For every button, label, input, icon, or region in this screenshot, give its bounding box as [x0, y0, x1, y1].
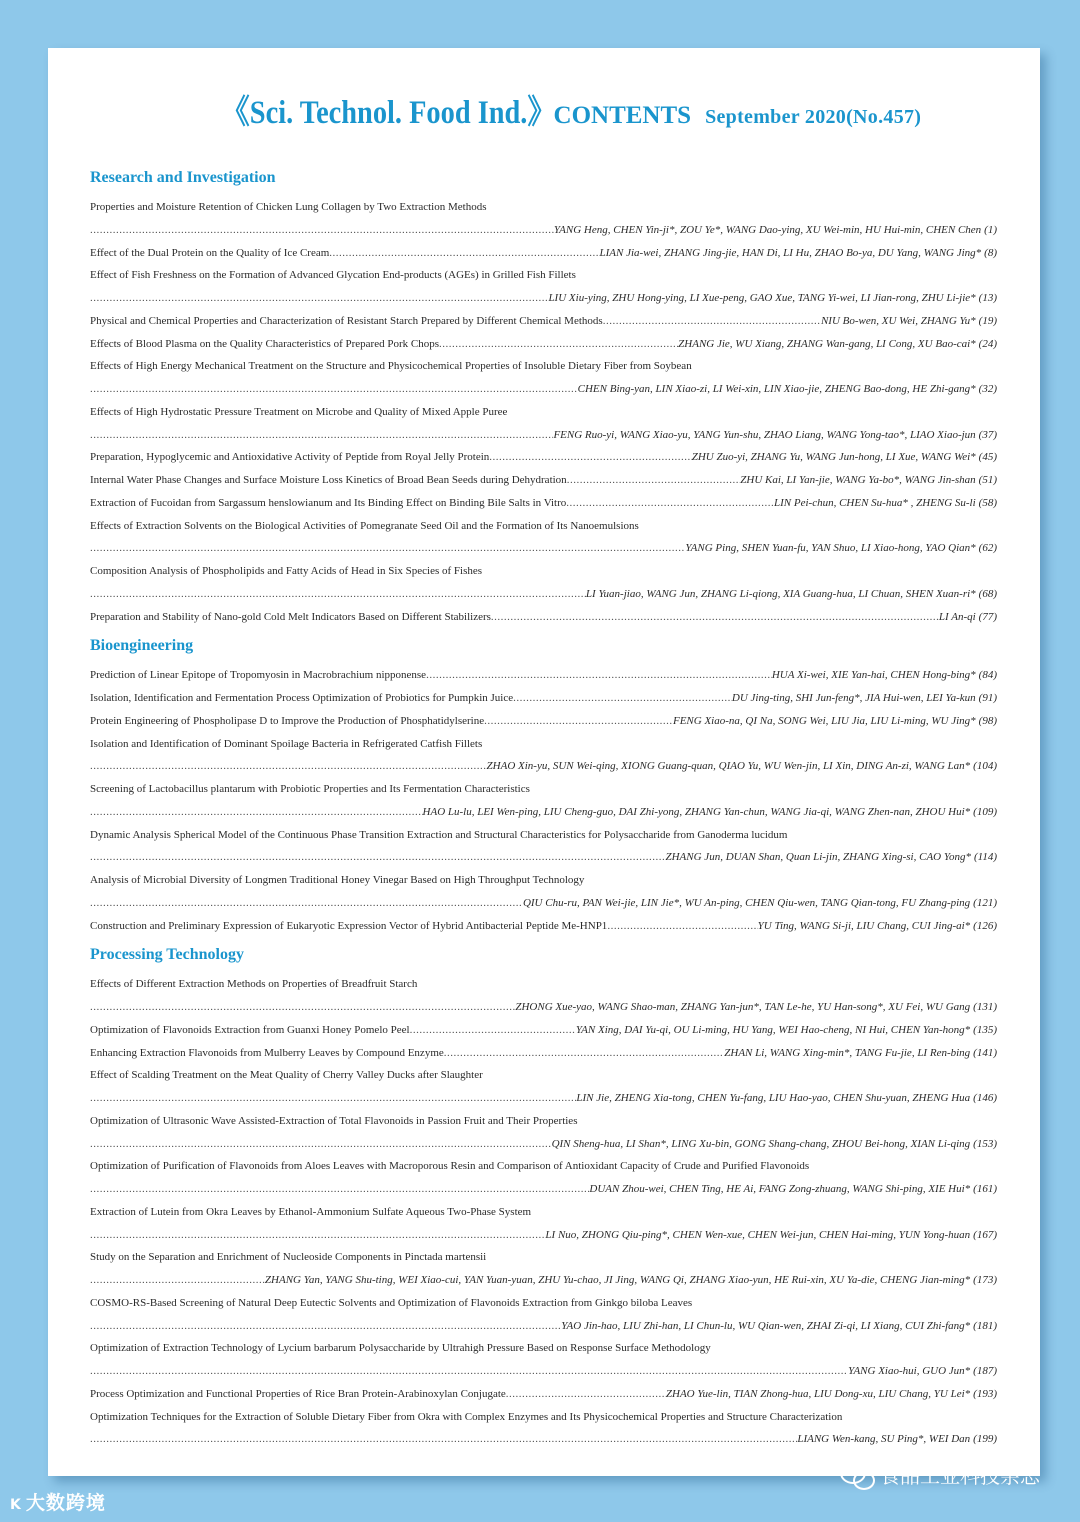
entry-page: (45)	[978, 451, 997, 464]
entry-title[interactable]: Effect of the Dual Protein on the Quality of Ice Cream	[90, 246, 330, 259]
entry-authors: ZHANG Jun, DUAN Shan, Quan Li-jin, ZHANG Xing-si, CAO Yong*	[665, 851, 971, 864]
toc-entry[interactable]	[90, 1383, 997, 1406]
entry-byline	[90, 1133, 997, 1156]
leader-dots	[90, 892, 523, 915]
entry-title[interactable]: Optimization of Ultrasonic Wave Assisted-Extraction of Total Flavonoids in Passion Fruit and Their Properties	[90, 1114, 578, 1127]
entry-authors: FENG Xiao-na, QI Na, SONG Wei, LIU Jia, LIU Li-ming, WU Jing*	[672, 714, 976, 727]
entry-page: (62)	[978, 542, 997, 555]
entry-byline	[90, 996, 997, 1019]
entry-page: (51)	[978, 474, 997, 486]
entry-authors: CHEN Bing-yan, LIN Xiao-zi, LI Wei-xin, LIN Xiao-jie, ZHENG Bao-dong, HE Zhi-gang*	[577, 383, 976, 395]
leader-dots	[426, 664, 772, 687]
entry-page: (187)	[973, 1365, 997, 1377]
entry-page: (13)	[978, 292, 997, 304]
leader-dots	[90, 1315, 561, 1338]
leader-dots	[90, 378, 578, 401]
leader-dots	[90, 424, 553, 447]
entry-page: (114)	[973, 851, 997, 864]
entry-title[interactable]: Dynamic Analysis Spherical Model of the Continuous Phase Transition Extraction and Structural Characteristics for Polysaccharide from Ganoderma lucidum	[90, 828, 788, 841]
leader-dots	[567, 469, 741, 492]
leader-dots	[439, 333, 678, 356]
entry-byline	[90, 1360, 997, 1383]
entry-page: (84)	[978, 669, 997, 682]
entry-authors: QIU Chu-ru, PAN Wei-jie, LIN Jie*, WU An-ping, CHEN Qiu-wen, TANG Qian-tong, FU Zhang-ping	[522, 896, 971, 909]
entry-byline	[90, 1315, 997, 1338]
entry-page: (126)	[973, 919, 997, 932]
entry-page: (131)	[973, 1001, 997, 1013]
leader-dots	[506, 1383, 666, 1406]
entry-page: (19)	[978, 314, 997, 327]
entry-authors: LIANG Wen-kang, SU Ping*, WEI Dan	[797, 1433, 971, 1446]
entry-byline	[90, 537, 997, 560]
source-watermark	[10, 1488, 106, 1515]
entry-page: (121)	[973, 896, 997, 909]
entry-title[interactable]: Properties and Moisture Retention of Chicken Lung Collagen by Two Extraction Methods	[90, 201, 487, 213]
entry-page: (193)	[973, 1387, 997, 1400]
leader-dots	[566, 492, 774, 515]
journal-title: 《Sci. Technol. Food Ind.》	[221, 95, 556, 131]
entry-title[interactable]: Isolation, Identification and Fermentation Process Optimization of Probiotics for Pumpkin Juice	[90, 692, 514, 704]
leader-dots	[329, 242, 599, 265]
entry-byline	[90, 287, 997, 310]
leader-dots	[607, 915, 757, 938]
toc-entry[interactable]	[90, 333, 997, 356]
entry-page: (104)	[973, 760, 997, 773]
leader-dots	[410, 1019, 576, 1042]
entry-authors: LIAN Jia-wei, ZHANG Jing-jie, HAN Di, LI Hu, ZHAO Bo-ya, DU Yang, WANG Jing*	[599, 246, 982, 259]
entry-title[interactable]: Analysis of Microbial Diversity of Longmen Traditional Honey Vinegar Based on High Throughput Technology	[90, 874, 585, 886]
entry-authors: DU Jing-ting, SHI Jun-feng*, JIA Hui-wen, LEI Ya-kun	[731, 692, 976, 704]
entry-page: (161)	[973, 1183, 997, 1195]
entry-byline	[90, 378, 997, 401]
entry-page: (181)	[973, 1319, 997, 1332]
contents-heading: CONTENTS	[553, 102, 692, 129]
toc-entry[interactable]	[90, 1042, 997, 1065]
entry-title[interactable]: Effects of Blood Plasma on the Quality Characteristics of Prepared Pork Chops	[90, 337, 439, 350]
entry-authors: YAN Xing, DAI Yu-qi, OU Li-ming, HU Yang, WEI Hao-cheng, NI Hui, CHEN Yan-hong*	[575, 1023, 971, 1036]
leader-dots	[513, 687, 732, 710]
entry-title[interactable]: COSMO-RS-Based Screening of Natural Deep Eutectic Solvents and Optimization of Flavonoids Extraction from Ginkgo biloba Leaves	[90, 1296, 693, 1309]
entry-authors: ZHAO Yue-lin, TIAN Zhong-hua, LIU Dong-xu, LIU Chang, YU Lei*	[665, 1387, 971, 1400]
entry-page: (1)	[984, 223, 997, 236]
entry-authors: ZHAN Li, WANG Xing-min*, TANG Fu-jie, LI Ren-bing	[724, 1046, 971, 1059]
entry-authors: YANG Heng, CHEN Yin-ji*, ZOU Ye*, WANG Dao-ying, XU Wei-min, HU Hui-min, CHEN Chen	[553, 223, 982, 236]
entry-title[interactable]: Isolation and Identification of Dominant Spoilage Bacteria in Refrigerated Catfish Fillets	[90, 737, 483, 750]
toc-entry[interactable]	[90, 606, 997, 629]
leader-dots	[90, 1269, 265, 1292]
entry-title[interactable]: Enhancing Extraction Flavonoids from Mulberry Leaves by Compound Enzyme	[90, 1046, 444, 1059]
entry-byline	[90, 1224, 997, 1247]
entry-title[interactable]: Process Optimization and Functional Properties of Rice Bran Protein-Arabinoxylan Conjugate	[90, 1387, 506, 1400]
entry-page: (153)	[973, 1137, 997, 1150]
entry-page: (68)	[978, 587, 997, 600]
wechat-icon	[840, 1462, 874, 1488]
entry-title[interactable]: Preparation and Stability of Nano-gold Cold Melt Indicators Based on Different Stabilizers	[90, 610, 491, 623]
entry-byline	[90, 755, 997, 778]
entry-authors: FENG Ruo-yi, WANG Xiao-yu, YANG Yun-shu, ZHAO Liang, WANG Yong-tao*, LIAO Xiao-jun	[553, 428, 976, 441]
source-logo-icon: K	[10, 1497, 22, 1513]
entry-title[interactable]: Optimization of Flavonoids Extraction from Guanxi Honey Pomelo Peel	[90, 1023, 410, 1036]
entry-page: (8)	[984, 246, 997, 259]
entry-authors: ZHU Kai, LI Yan-jie, WANG Ya-bo*, WANG Jin-shan	[740, 474, 976, 486]
entry-byline	[90, 424, 997, 447]
wechat-account	[840, 1460, 1040, 1489]
entry-title[interactable]: Effect of Fish Freshness on the Formation of Advanced Glycation End-products (AGEs) in Grilled Fish Fillets	[90, 269, 576, 282]
entry-page: (98)	[978, 714, 997, 727]
leader-dots	[90, 846, 666, 869]
leader-dots	[90, 1133, 552, 1156]
entry-authors: ZHU Zuo-yi, ZHANG Yu, WANG Jun-hong, LI Xue, WANG Wei*	[691, 451, 976, 464]
entry-page: (109)	[973, 805, 997, 818]
entry-authors: LIU Xiu-ying, ZHU Hong-ying, LI Xue-peng, GAO Xue, TANG Yi-wei, LI Jian-rong, ZHU Li-jie*	[548, 292, 976, 304]
entry-authors: LIN Pei-chun, CHEN Su-hua* , ZHENG Su-li	[774, 496, 976, 509]
source-watermark-text: 大数跨境	[25, 1492, 106, 1514]
entry-authors: ZHANG Jie, WU Xiang, ZHANG Wan-gang, LI Cong, XU Bao-cai*	[678, 337, 976, 350]
entry-page: (37)	[978, 428, 997, 441]
toc-entry[interactable]	[90, 1019, 997, 1042]
entry-page: (32)	[978, 383, 997, 395]
entry-page: (24)	[978, 337, 997, 350]
leader-dots	[603, 310, 821, 333]
toc-entry[interactable]	[90, 710, 997, 733]
toc-entry[interactable]	[90, 469, 997, 492]
entry-page: (58)	[978, 496, 997, 509]
entry-title[interactable]: Physical and Chemical Properties and Characterization of Resistant Starch Prepared by Different Chemical Methods	[90, 314, 603, 327]
entry-page: (146)	[973, 1092, 997, 1104]
entry-byline	[90, 1087, 997, 1110]
leader-dots	[90, 1224, 545, 1247]
entry-title[interactable]: Extraction of Fucoidan from Sargassum henslowianum and Its Binding Effect on Binding Bile Salts in Vitro	[90, 496, 567, 509]
entry-authors: ZHANG Yan, YANG Shu-ting, WEI Xiao-cui, YAN Yuan-yuan, ZHU Yu-chao, JI Jing, WANG Qi, ZHANG Xiao-yun, HE Rui-xin, XU Ya-die, CHENG Jian-ming*	[264, 1274, 971, 1286]
entry-title[interactable]: Optimization of Extraction Technology of Lycium barbarum Polysaccharide by Ultrahigh Pressure Based on Response Surface Methodology	[90, 1342, 711, 1355]
entry-title[interactable]: Effects of High Energy Mechanical Treatment on the Structure and Physicochemical Properties of Insoluble Dietary Fiber from Soybean	[90, 360, 692, 373]
entry-title[interactable]: Internal Water Phase Changes and Surface Moisture Loss Kinetics of Broad Bean Seeds during Dehydration	[90, 474, 567, 486]
entry-title[interactable]: Protein Engineering of Phospholipase D to Improve the Production of Phosphatidylserine	[90, 714, 485, 727]
leader-dots	[90, 996, 515, 1019]
entry-authors: YU Ting, WANG Si-ji, LIU Chang, CUI Jing-ai*	[757, 919, 971, 932]
leader-dots	[90, 219, 554, 242]
entry-page: (167)	[973, 1228, 997, 1241]
entry-byline	[90, 1269, 997, 1292]
entry-title[interactable]: Effects of Extraction Solvents on the Biological Activities of Pomegranate Seed Oil and the Formation of Its Nanoemulsions	[90, 519, 639, 532]
entry-page: (199)	[973, 1433, 997, 1446]
entry-title[interactable]: Composition Analysis of Phospholipids and Fatty Acids of Head in Six Species of Fishes	[90, 565, 483, 577]
masthead	[48, 86, 1040, 133]
contents-page	[48, 48, 1040, 1476]
entry-authors: YANG Xiao-hui, GUO Jun*	[848, 1365, 971, 1377]
entry-title[interactable]: Effects of Different Extraction Methods on Properties of Breadfruit Starch	[90, 978, 418, 991]
entry-page: (141)	[973, 1046, 997, 1059]
entry-authors: HAO Lu-lu, LEI Wen-ping, LIU Cheng-guo, DAI Zhi-yong, ZHANG Yan-chun, WANG Jia-qi, WANG Zhen-nan, ZHOU Hui*	[422, 805, 971, 818]
toc-entry[interactable]	[90, 310, 997, 333]
entry-byline	[90, 1178, 997, 1201]
entry-authors: YANG Ping, SHEN Yuan-fu, YAN Shuo, LI Xiao-hong, YAO Qian*	[685, 542, 976, 555]
entry-byline	[90, 1428, 997, 1451]
entry-title[interactable]: Construction and Preliminary Expression of Eukaryotic Expression Vector of Hybrid Antibacterial Peptide Me-HNP1	[90, 919, 608, 932]
entry-authors: DUAN Zhou-wei, CHEN Ting, HE Ai, FANG Zong-zhuang, WANG Shi-ping, XIE Hui*	[589, 1183, 971, 1195]
toc-entry[interactable]	[90, 915, 997, 938]
entry-title[interactable]: Preparation, Hypoglycemic and Antioxidative Activity of Peptide from Royal Jelly Protein	[90, 451, 490, 464]
entry-title[interactable]: Effect of Scalding Treatment on the Meat Quality of Cherry Valley Ducks after Slaughter	[90, 1069, 483, 1082]
leader-dots	[90, 1428, 797, 1451]
leader-dots	[90, 1178, 589, 1201]
entry-page: (77)	[978, 610, 997, 623]
leader-dots	[90, 801, 423, 824]
section-title: Processing Technology	[90, 946, 244, 964]
leader-dots	[90, 583, 586, 606]
entry-title[interactable]: Screening of Lactobacillus plantarum with Probiotic Properties and Its Fermentation Characteristics	[90, 783, 530, 795]
leader-dots	[491, 606, 939, 629]
entry-title[interactable]: Extraction of Lutein from Okra Leaves by Ethanol-Ammonium Sulfate Aqueous Two-Phase System	[90, 1205, 532, 1218]
entry-page: (173)	[973, 1274, 997, 1286]
entry-authors: LI An-qi	[938, 610, 976, 623]
entry-authors: HUA Xi-wei, XIE Yan-hai, CHEN Hong-bing*	[771, 669, 976, 682]
entry-title[interactable]: Optimization Techniques for the Extraction of Soluble Dietary Fiber from Okra with Complex Enzymes and Its Physicochemical Properties and Structure Characterization	[90, 1410, 843, 1423]
entry-authors: NIU Bo-wen, XU Wei, ZHANG Yu*	[820, 314, 976, 327]
entry-authors: ZHAO Xin-yu, SUN Wei-qing, XIONG Guang-quan, QIAO Yu, WU Wen-jin, LI Xin, DING An-zi, WANG Lan*	[486, 760, 971, 773]
leader-dots	[444, 1042, 725, 1065]
entry-byline	[90, 219, 997, 242]
leader-dots	[90, 755, 487, 778]
entry-title[interactable]: Study on the Separation and Enrichment of Nucleoside Components in Pinctada martensii	[90, 1251, 487, 1264]
issue-label: September 2020(No.457)	[705, 106, 922, 128]
leader-dots	[489, 446, 691, 469]
leader-dots	[90, 1087, 576, 1110]
section-title: Research and Investigation	[90, 169, 276, 186]
toc-entry[interactable]	[90, 492, 997, 515]
leader-dots	[90, 1360, 848, 1383]
entry-authors: LIN Jie, ZHENG Xia-tong, CHEN Yu-fang, LIU Hao-yao, CHEN Shu-yuan, ZHENG Hua	[576, 1092, 971, 1104]
toc-entry[interactable]	[90, 664, 997, 687]
table-of-contents	[90, 160, 997, 1451]
section-title: Bioengineering	[90, 637, 194, 655]
entry-byline	[90, 583, 997, 606]
entry-authors: YAO Jin-hao, LIU Zhi-han, LI Chun-lu, WU Qian-wen, ZHAI Zi-qi, LI Xiang, CUI Zhi-fang*	[561, 1319, 971, 1332]
entry-authors: LI Yuan-jiao, WANG Jun, ZHANG Li-qiong, XIA Guang-hua, LI Chuan, SHEN Xuan-ri*	[585, 587, 976, 600]
entry-authors: LI Nuo, ZHONG Qiu-ping*, CHEN Wen-xue, CHEN Wei-jun, CHEN Hai-ming, YUN Yong-huan	[545, 1228, 971, 1241]
entry-title[interactable]: Prediction of Linear Epitope of Tropomyosin in Macrobrachium nipponense	[90, 669, 427, 682]
leader-dots	[90, 537, 685, 560]
leader-dots	[484, 710, 673, 733]
leader-dots	[90, 287, 548, 310]
entry-byline	[90, 801, 997, 824]
entry-byline	[90, 846, 997, 869]
entry-title[interactable]: Effects of High Hydrostatic Pressure Treatment on Microbe and Quality of Mixed Apple Puree	[90, 405, 508, 418]
toc-entry[interactable]	[90, 446, 997, 469]
entry-page: (135)	[973, 1023, 997, 1036]
entry-page: (91)	[978, 692, 997, 704]
entry-authors: ZHONG Xue-yao, WANG Shao-man, ZHANG Yan-jun*, TAN Le-he, YU Han-song*, XU Fei, WU Gang	[515, 1001, 971, 1013]
toc-entry[interactable]	[90, 687, 997, 710]
wechat-account-name: 食品工业科技杂志	[880, 1464, 1040, 1488]
entry-authors: QIN Sheng-hua, LI Shan*, LING Xu-bin, GONG Shang-chang, ZHOU Bei-hong, XIAN Li-qing	[551, 1137, 971, 1150]
toc-entry[interactable]	[90, 242, 997, 265]
entry-title[interactable]: Optimization of Purification of Flavonoids from Aloes Leaves with Macroporous Resin and Comparison of Antioxidant Capacity of Crude and Purified Flavonoids	[90, 1160, 810, 1173]
entry-byline	[90, 892, 997, 915]
